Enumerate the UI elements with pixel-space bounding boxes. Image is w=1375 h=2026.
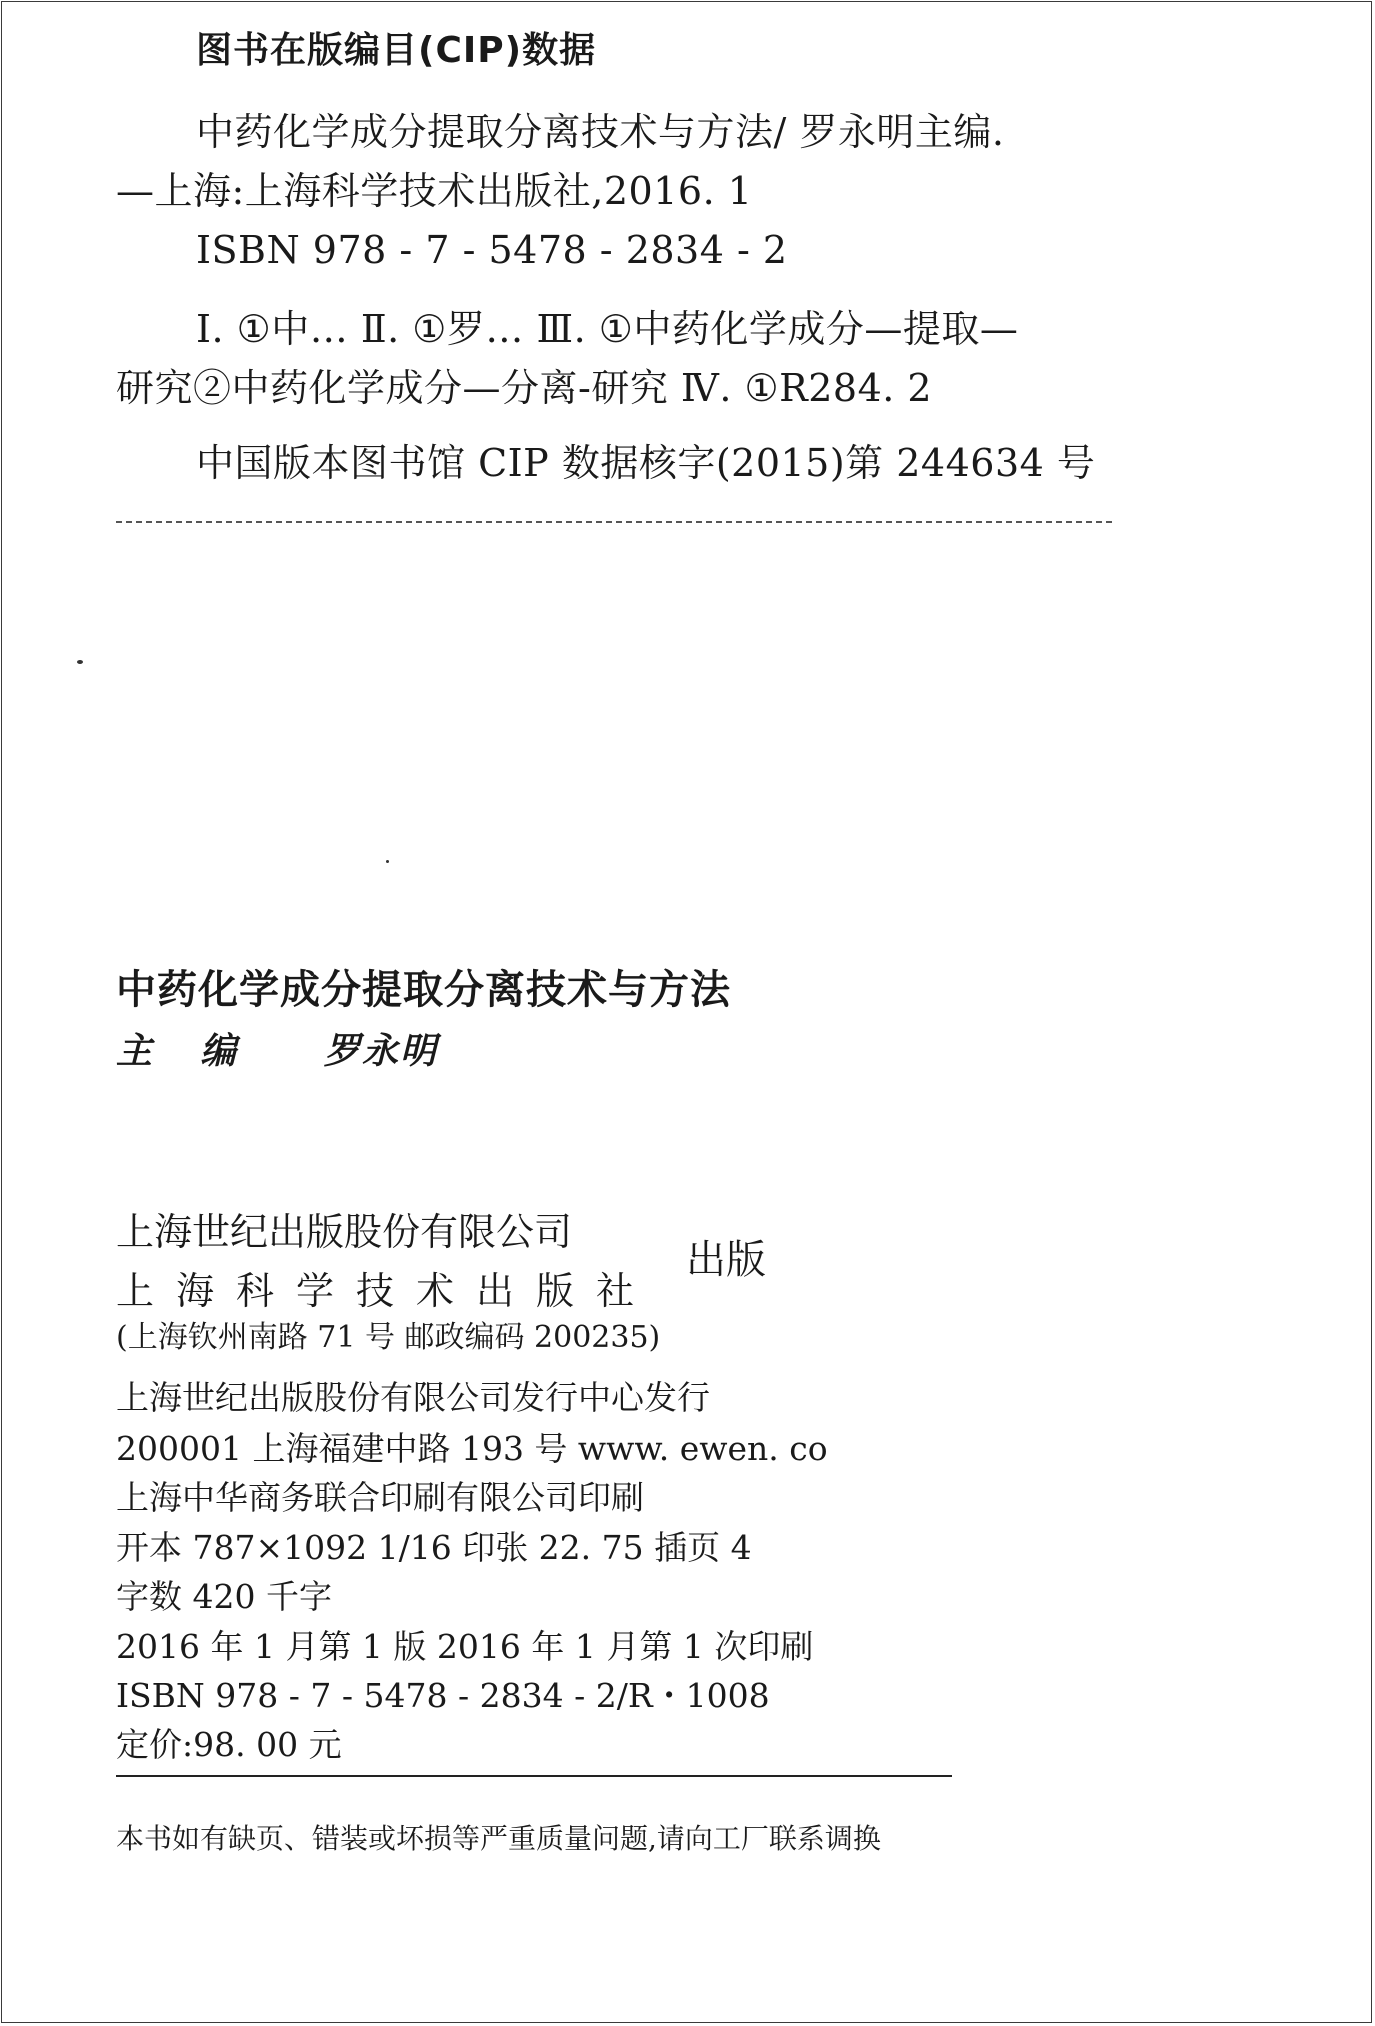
print-speck: [77, 660, 83, 664]
solid-divider: [116, 1775, 952, 1777]
cip-subject-line-2: 研究②中药化学成分—分离-研究 Ⅳ. ①R284. 2: [116, 366, 933, 410]
edition-line: 2016 年 1 月第 1 版 2016 年 1 月第 1 次印刷: [116, 1627, 814, 1666]
editor-name: 罗永明: [324, 1030, 439, 1072]
editor-line: [116, 1030, 439, 1072]
publisher-line-2: 上海科学技术出版社: [116, 1269, 657, 1313]
printer-line: 上海中华商务联合印刷有限公司印刷: [116, 1478, 644, 1517]
cip-isbn: ISBN 978 - 7 - 5478 - 2834 - 2: [196, 228, 788, 272]
format-line: 开本 787×1092 1/16 印张 22. 75 插页 4: [116, 1528, 752, 1567]
cip-heading: 图书在版编目(CIP)数据: [196, 30, 597, 71]
distribution-address: 200001 上海福建中路 193 号 www. ewen. co: [116, 1429, 828, 1468]
cip-verification: 中国版本图书馆 CIP 数据核字(2015)第 244634 号: [196, 441, 1096, 485]
print-speck: [386, 860, 389, 863]
cip-subject-line-1: Ⅰ. ①中… Ⅱ. ①罗… Ⅲ. ①中药化学成分—提取—: [196, 307, 1019, 351]
editor-label: 主编: [116, 1030, 285, 1072]
word-count: 字数 420 千字: [116, 1577, 332, 1616]
cip-title-line: 中药化学成分提取分离技术与方法/ 罗永明主编.: [196, 110, 1005, 154]
dotted-divider: [116, 521, 1112, 523]
cip-publisher-line: —上海:上海科学技术出版社,2016. 1: [116, 169, 753, 213]
publisher-address: (上海钦州南路 71 号 邮政编码 200235): [116, 1320, 661, 1355]
isbn-line: ISBN 978 - 7 - 5478 - 2834 - 2/R・1008: [116, 1676, 770, 1715]
quality-notice: 本书如有缺页、错装或坏损等严重质量问题,请向工厂联系调换: [116, 1822, 881, 1855]
distribution-line: 上海世纪出版股份有限公司发行中心发行: [116, 1378, 710, 1417]
publisher-line-1: 上海世纪出版股份有限公司: [116, 1210, 573, 1254]
price-line: 定价:98. 00 元: [116, 1725, 342, 1764]
publisher-suffix: 出版: [686, 1237, 766, 1283]
book-title: 中药化学成分提取分离技术与方法: [116, 967, 731, 1013]
